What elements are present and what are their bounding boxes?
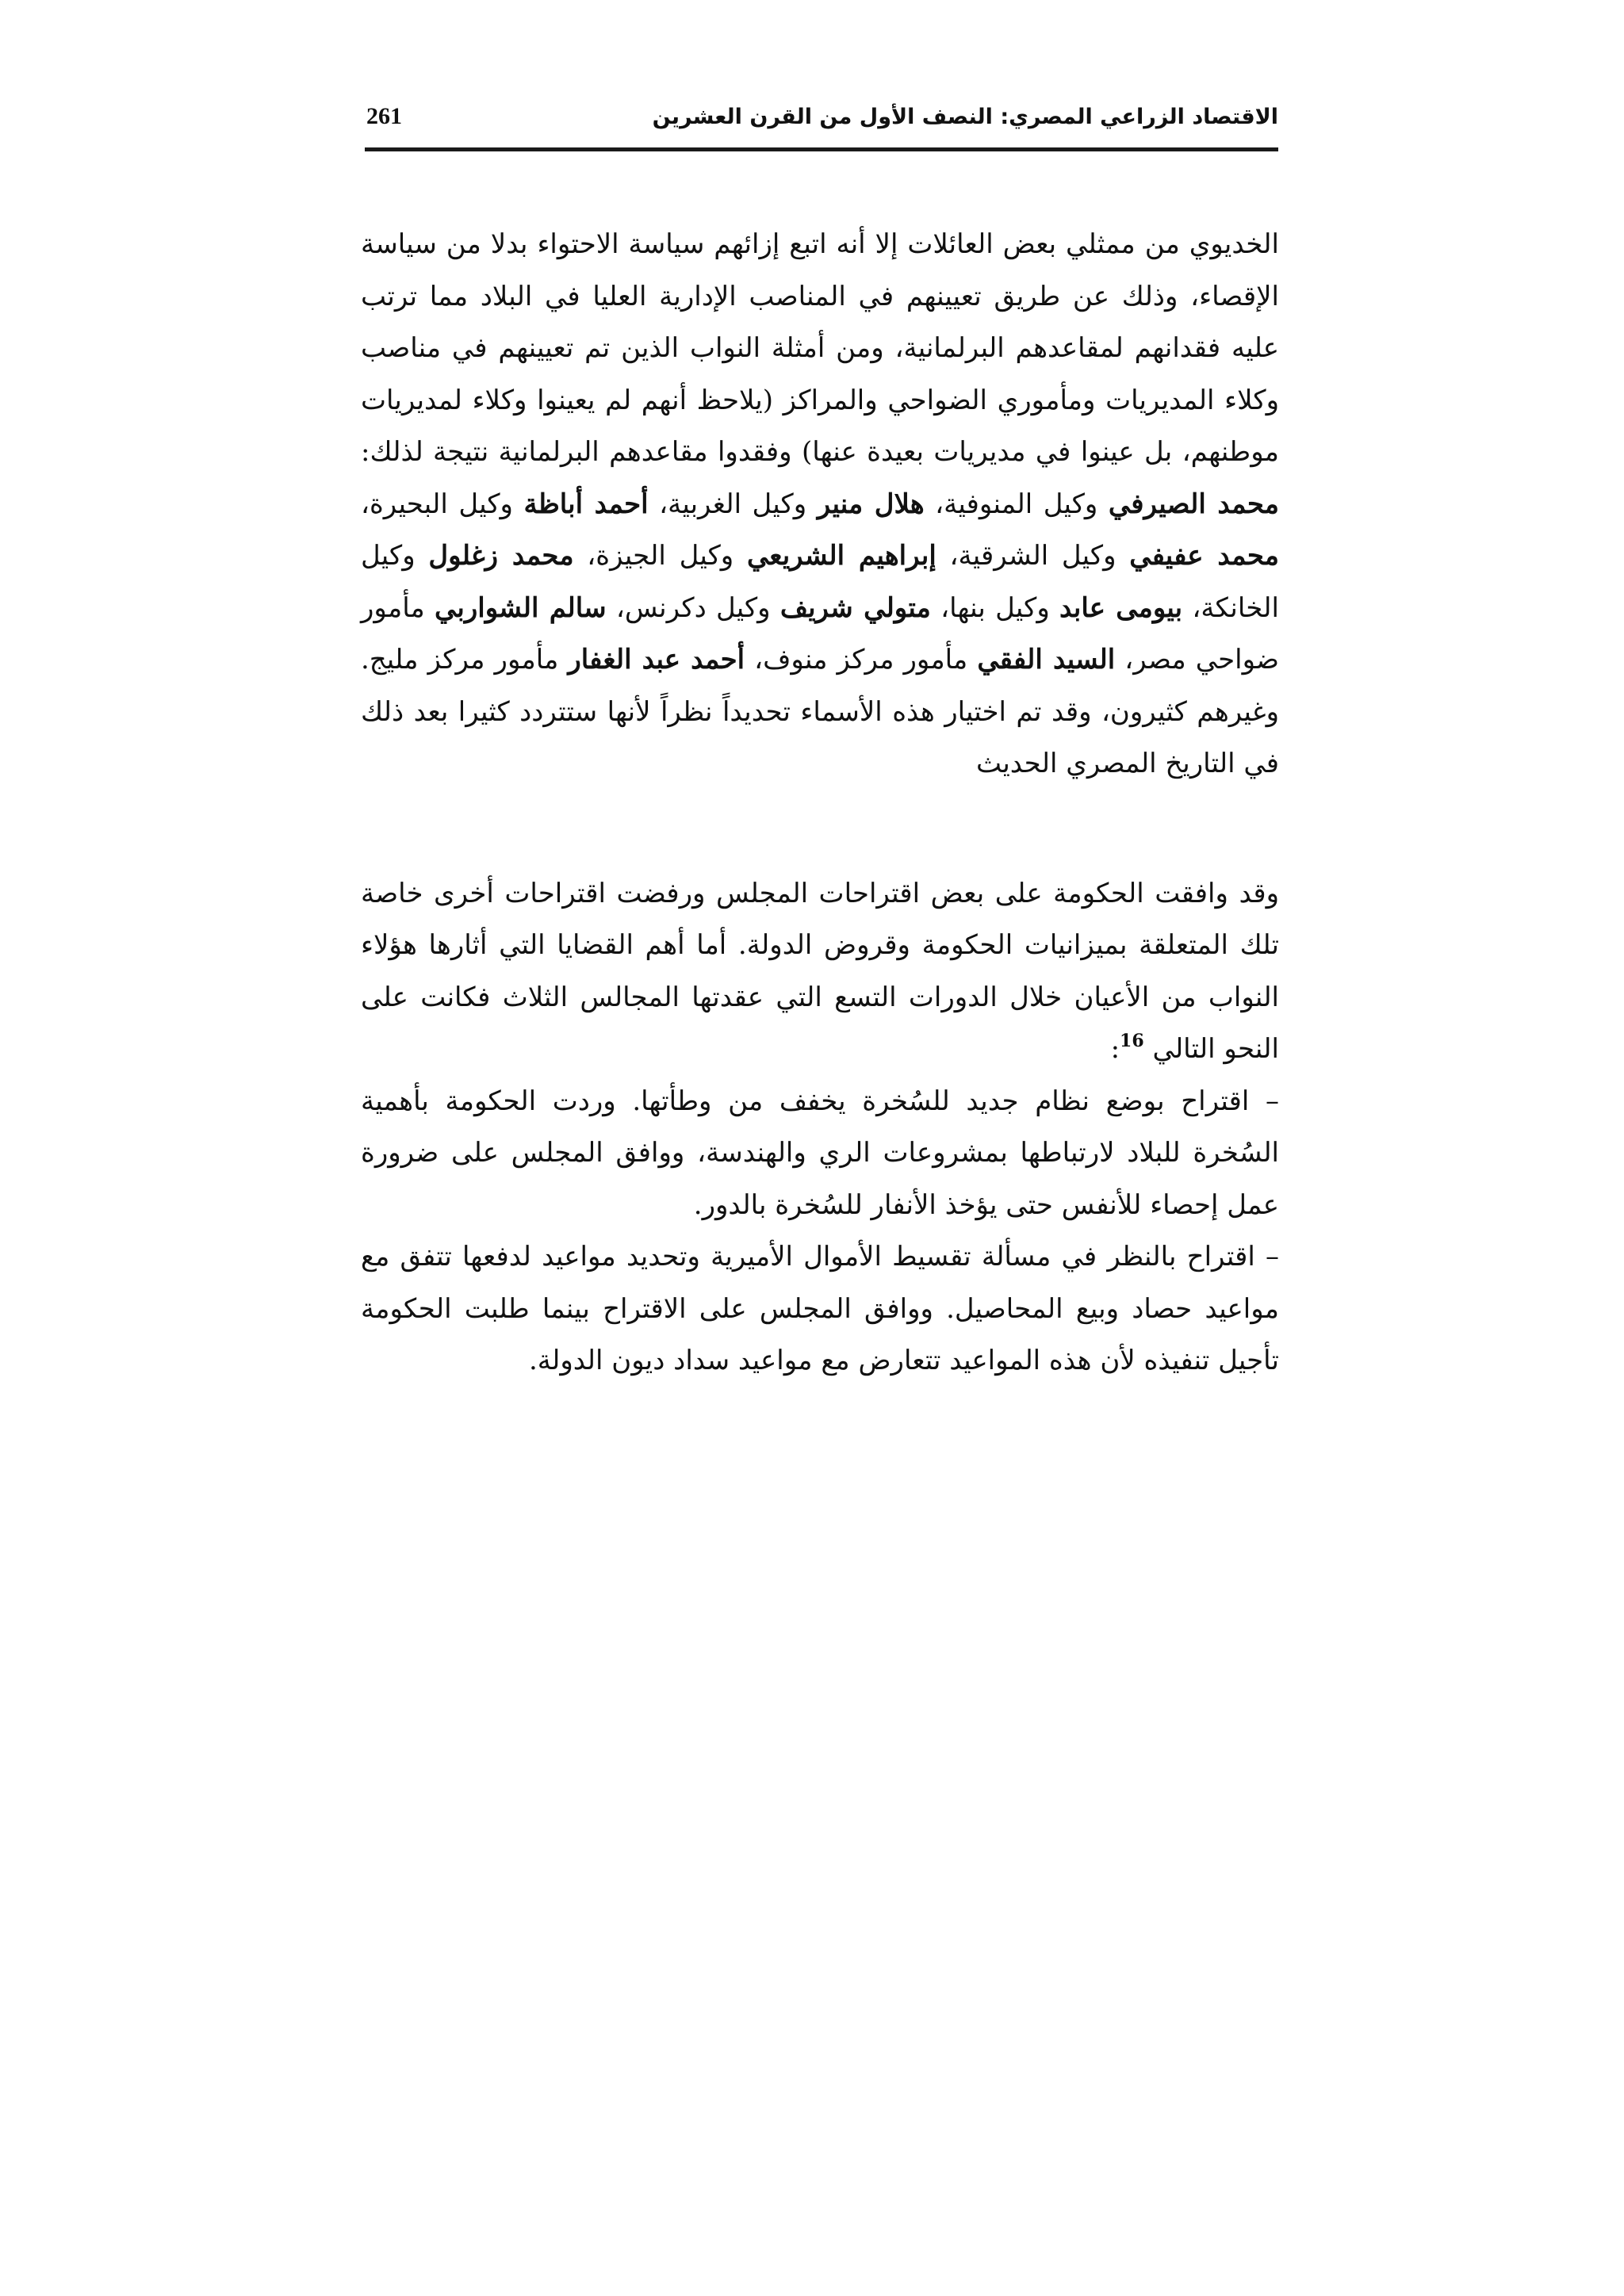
paragraph-2-text: وقد وافقت الحكومة على بعض اقتراحات المجلس ورفضت اقتراحات أخرى خاصة تلك المتعلقة بميزانيات الحكومة وقروض الدولة. أما أهم القضايا التي أثارها هؤلاء النواب من الأعيان خلال الدورات التسع التي عقدتها المجالس الثلاث فكانت على النحو التالي — [361, 877, 1279, 1065]
paragraph-1-text: مأمور مركز مليج. وغيرهم كثيرون، وقد تم اختيار هذه الأسماء تحديداً نظراً لأنها ستتردد كثيرا بعد ذلك في التاريخ المصري الحديث — [361, 644, 1279, 779]
paragraph-1-text: مأمور مركز منوف، — [745, 644, 978, 675]
person-name: أحمد أباظة — [523, 488, 649, 520]
person-name: محمد الصيرفي — [1108, 488, 1279, 520]
paragraph-1-text: وكيل الخانكة، — [361, 540, 1279, 624]
paragraph-1-text: وكيل الجيزة، — [573, 540, 747, 572]
paragraph-1 — [361, 219, 1279, 790]
running-header-title: الاقتصاد الزراعي المصري: النصف الأول من القرن العشرين — [652, 105, 1278, 129]
paragraph-1-text: وكيل الغربية، — [648, 488, 818, 520]
paragraph-1-text: وكيل دكرنس، — [606, 591, 780, 624]
paragraph-1-text: وكيل البحيرة، — [361, 488, 524, 520]
person-name: سالم الشواربي — [435, 591, 607, 624]
person-name: أحمد عبد الغفار — [568, 644, 745, 675]
paragraph-2 — [361, 868, 1279, 1076]
paragraph-3: – اقتراح بوضع نظام جديد للسُخرة يخفف من وطأتها. وردت الحكومة بأهمية السُخرة للبلاد لارتباطها بمشروعات الري والهندسة، ووافق المجلس على ضرورة عمل إحصاء للأنفس حتى يؤخذ الأنفار للسُخرة بالدور. — [361, 1085, 1279, 1221]
page-number: 261 — [366, 103, 402, 129]
paragraph-gap — [361, 790, 1279, 868]
footnote-marker[interactable]: 16 — [1120, 1031, 1144, 1051]
person-name: محمد زغلول — [428, 540, 574, 572]
person-name: بيومى عابد — [1059, 591, 1183, 624]
person-name: هلال منير — [817, 488, 925, 520]
header-rule — [365, 147, 1278, 151]
paragraph-2-end: : — [1110, 1033, 1120, 1065]
person-name: السيد الفقي — [977, 644, 1116, 675]
body-text — [361, 219, 1279, 1387]
running-header — [365, 100, 1278, 149]
paragraph-1-text: الخديوي من ممثلي بعض العائلات إلا أنه اتبع إزائهم سياسة الاحتواء بدلا من سياسة الإقصاء، وذلك عن طريق تعيينهم في المناصب الإدارية العليا في البلاد مما ترتب عليه فقدانهم لمقاعدهم البرلمانية، ومن أمثلة النواب الذين تم تعيينهم في مناصب وكلاء المديريات ومأموري الضواحي والمراكز (يلاحظ أنهم لم يعينوا وكلاء لمديريات موطنهم، بل عينوا في مديريات بعيدة عنها) وفقدوا مقاعدهم البرلمانية نتيجة لذلك: — [361, 228, 1279, 468]
paragraph-1-text: وكيل الشرقية، — [936, 540, 1130, 572]
person-name: إبراهيم الشريعي — [746, 540, 936, 572]
paragraph-1-text: وكيل بنها، — [930, 591, 1060, 624]
paragraph-1-text: وكيل المنوفية، — [924, 488, 1109, 520]
person-name: محمد عفيفي — [1129, 540, 1279, 572]
paragraph-4: – اقتراح بالنظر في مسألة تقسيط الأموال الأميرية وتحديد مواعيد لدفعها تتفق مع مواعيد حصاد وبيع المحاصيل. ووافق المجلس على الاقتراح بينما طلبت الحكومة تأجيل تنفيذه لأن هذه المواعيد تتعارض مع مواعيد سداد ديون الدولة. — [361, 1241, 1279, 1376]
person-name: متولي شريف — [779, 591, 931, 624]
paragraph-1-text: مأمور ضواحي مصر، — [361, 591, 1279, 675]
